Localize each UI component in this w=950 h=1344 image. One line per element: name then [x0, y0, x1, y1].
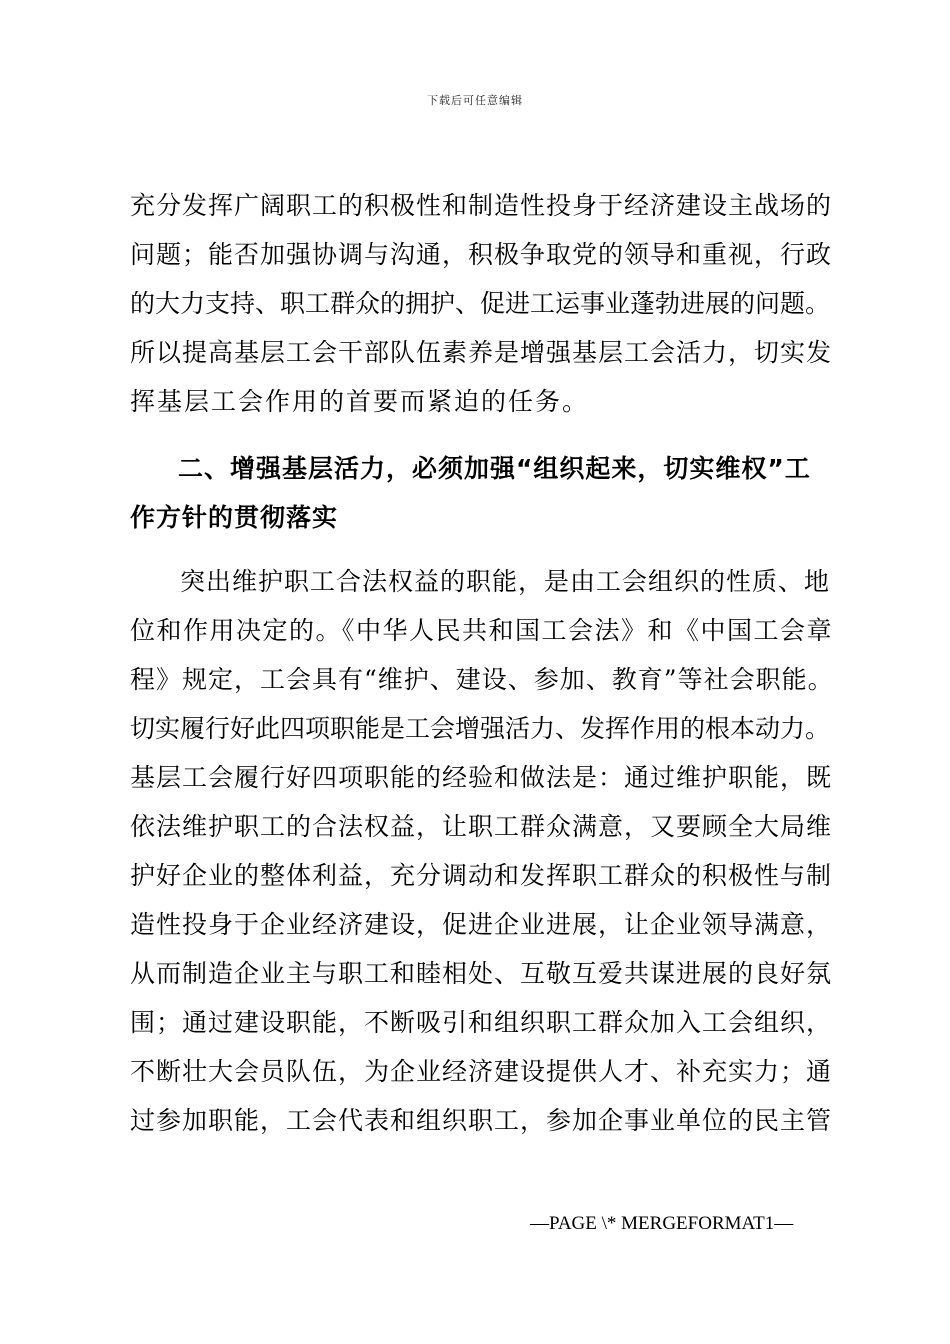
paragraph-2-line-6: 依法维护职工的合法权益，让职工群众满意，又要顾全大局维: [130, 812, 833, 841]
paragraph-1-line-2: 问题；能否加强协调与沟通，积极争取党的领导和重视，行政: [130, 240, 833, 269]
paragraph-2-line-10: 围；通过建设职能，不断吸引和组织职工群众加入工会组织，: [130, 1008, 833, 1037]
paragraph-2-line-11: 不断壮大会员队伍，为企业经济建设提供人才、补充实力；通: [130, 1057, 833, 1086]
paragraph-1-line-1: 充分发挥广阔职工的积极性和制造性投身于经济建设主战场的: [130, 191, 833, 220]
paragraph-1-line-5: 挥基层工会作用的首要而紧迫的任务。: [130, 387, 590, 416]
paragraph-2-line-4: 切实履行好此四项职能是工会增强活力、发挥作用的根本动力。: [130, 714, 831, 743]
paragraph-2-line-5: 基层工会履行好四项职能的经验和做法是：通过维护职能，既: [130, 763, 833, 792]
paragraph-2-line-9: 从而制造企业主与职工和睦相处、互敬互爱共谋进展的良好氛: [130, 959, 833, 988]
paragraph-2-line-1: 突出维护职工合法权益的职能，是由工会组织的性质、地: [180, 567, 831, 596]
paragraph-2-line-12: 过参加职能，工会代表和组织职工，参加企事业单位的民主管: [130, 1106, 833, 1135]
paragraph-2-line-2: 位和作用决定的。《中华人民共和国工会法》和《中国工会章: [130, 616, 834, 645]
section-heading-line-1: 二、增强基层活力，必须加强“组织起来，切实维权”工: [178, 454, 811, 483]
paragraph-1-line-4: 所以提高基层工会干部队伍素养是增强基层工会活力，切实发: [130, 338, 833, 367]
paragraph-2-line-7: 护好企业的整体利益，充分调动和发挥职工群众的积极性与制: [130, 861, 833, 890]
paragraph-2-line-3: 程》规定，工会具有“维护、建设、参加、教育”等社会职能。: [130, 665, 834, 694]
page-footer-field: —PAGE \* MERGEFORMAT1—: [530, 1213, 794, 1234]
paragraph-1-line-3: 的大力支持、职工群众的拥护、促进工运事业蓬勃进展的问题。: [130, 289, 831, 318]
section-heading-line-2: 作方针的贯彻落实: [130, 503, 339, 532]
paragraph-2-line-8: 造性投身于企业经济建设，促进企业进展，让企业领导满意，: [130, 910, 833, 939]
page-header: 下载后可任意编辑: [427, 94, 523, 107]
